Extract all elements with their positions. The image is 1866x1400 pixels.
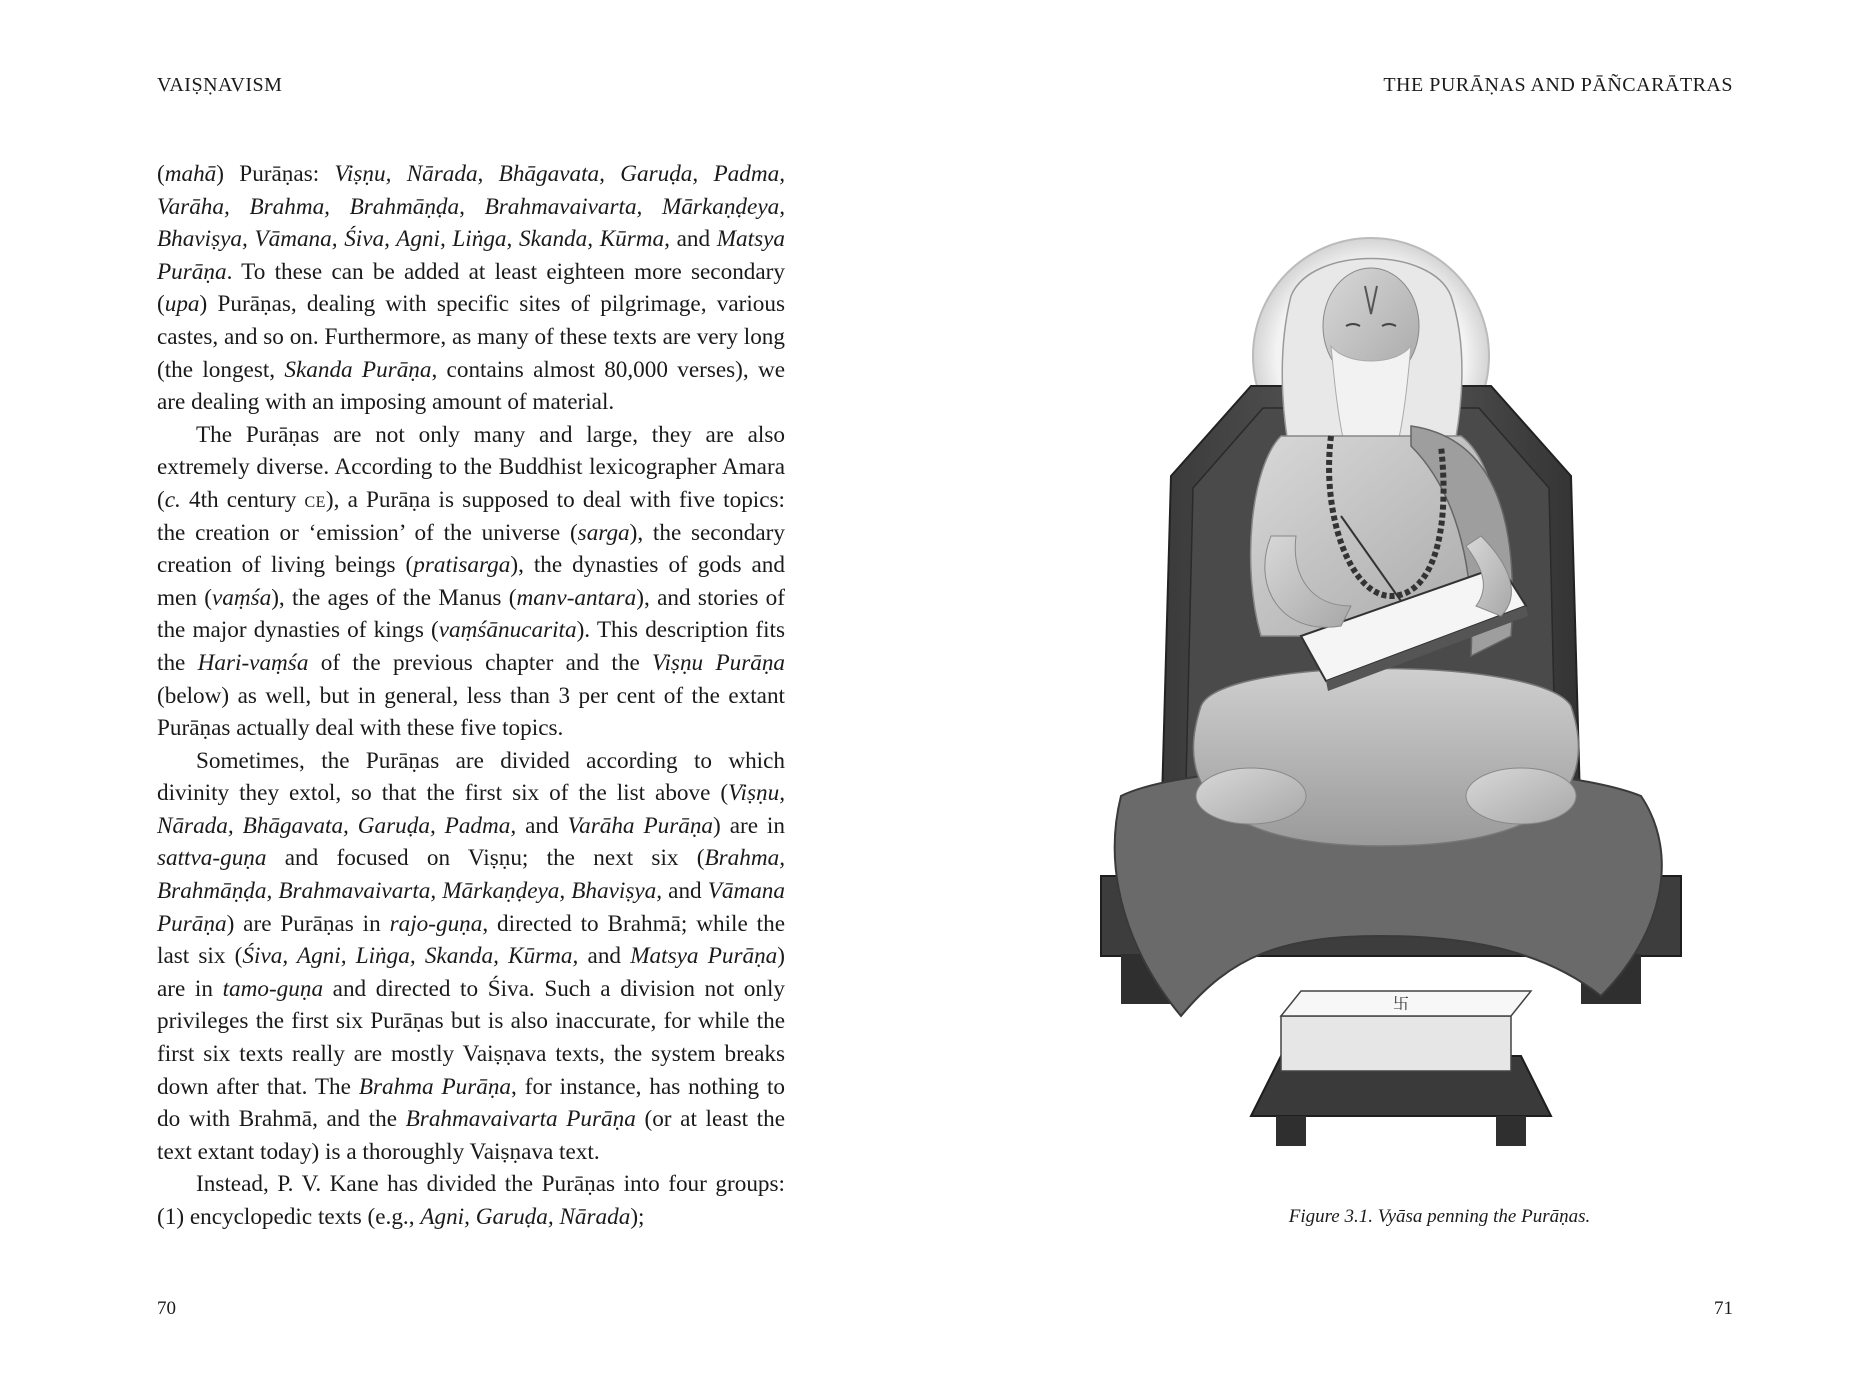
paragraph: Sometimes, the Purāṇas are divided according to which divinity they extol, so that the first six of the list above (Viṣṇu, Nārada, Bhāgavata, Garuḍa, Padma, and Varāha Purāṇa) are in sattva-guṇa and focused on Viṣṇu; the next six (Brahma, Brahmāṇḍa, Brahmavaivarta, Mārkaṇḍeya, Bhaviṣya, and Vāmana Purāṇa) are Purāṇas in rajo-guṇa, directed to Brahmā; while the last six (Śiva, Agni, Liṅga, Skanda, Kūrma, and Matsya Purāṇa) are in tamo-guṇa and directed to Śiva. Such a division not only privileges the first six Purāṇas but is also inaccurate, for while the first six texts really are mostly Vaiṣṇava texts, the system breaks down after that. The Brahma Purāṇa, for instance, has nothing to do with Brahmā, and the Brahmavaivarta Purāṇa (or at least the text extant today) is a thoroughly Vaiṣṇava text. bbox=[157, 747, 786, 1165]
right-page bbox=[933, 0, 1866, 1400]
svg-text:卐: 卐 bbox=[1392, 994, 1410, 1013]
body-text bbox=[157, 158, 785, 1234]
page-number-left: 70 bbox=[157, 1298, 176, 1319]
running-head-right: THE PURĀṆAS AND PĀÑCARĀTRAS bbox=[1383, 74, 1733, 96]
running-head-left: VAIṢṆAVISM bbox=[157, 74, 283, 96]
vyasa-illustration bbox=[1081, 236, 1729, 1180]
page-number-right: 71 bbox=[1714, 1298, 1733, 1319]
paragraph: The Purāṇas are not only many and large, they are also extremely diverse. According to the Buddhist lexicographer Amara (c. 4th century ce), a Purāṇa is supposed to deal with five topics: the creation or ‘emission’ of the universe (sarga), the secondary creation of living beings (pratisarga), the dynasties of gods and men (vaṃśa), the ages of the Manus (manv-antara), and stories of the major dynasties of kings (vaṃśānucarita). This description fits the Hari-vaṃśa of the previous chapter and the Viṣṇu Purāṇa (below) as well, but in general, less than 3 per cent of the extant Purāṇas actually deal with these five topics. bbox=[157, 421, 786, 742]
paragraph: (mahā) Purāṇas: Viṣṇu, Nārada, Bhāgavata, Garuḍa, Padma, Varāha, Brahma, Brahmāṇḍa, Brahmavaivarta, Mārkaṇḍeya, Bhaviṣya, Vāmana, Śiva, Agni, Liṅga, Skanda, Kūrma, and Matsya Purāṇa. To these can be added at least eighteen more secondary (upa) Purāṇas, dealing with specific sites of pilgrimage, various castes, and so on. Furthermore, as many of these texts are very long (the longest, Skanda Purāṇa, contains almost 80,000 verses), we are dealing with an imposing amount of material. bbox=[157, 161, 786, 416]
paragraph: Instead, P. V. Kane has divided the Purāṇas into four groups: (1) encyclopedic texts (e.g., Agni, Garuḍa, Nārada); bbox=[157, 1171, 785, 1230]
figure-illustration bbox=[1081, 236, 1729, 1180]
figure-caption: Figure 3.1. Vyāsa penning the Purāṇas. bbox=[1288, 1206, 1591, 1227]
